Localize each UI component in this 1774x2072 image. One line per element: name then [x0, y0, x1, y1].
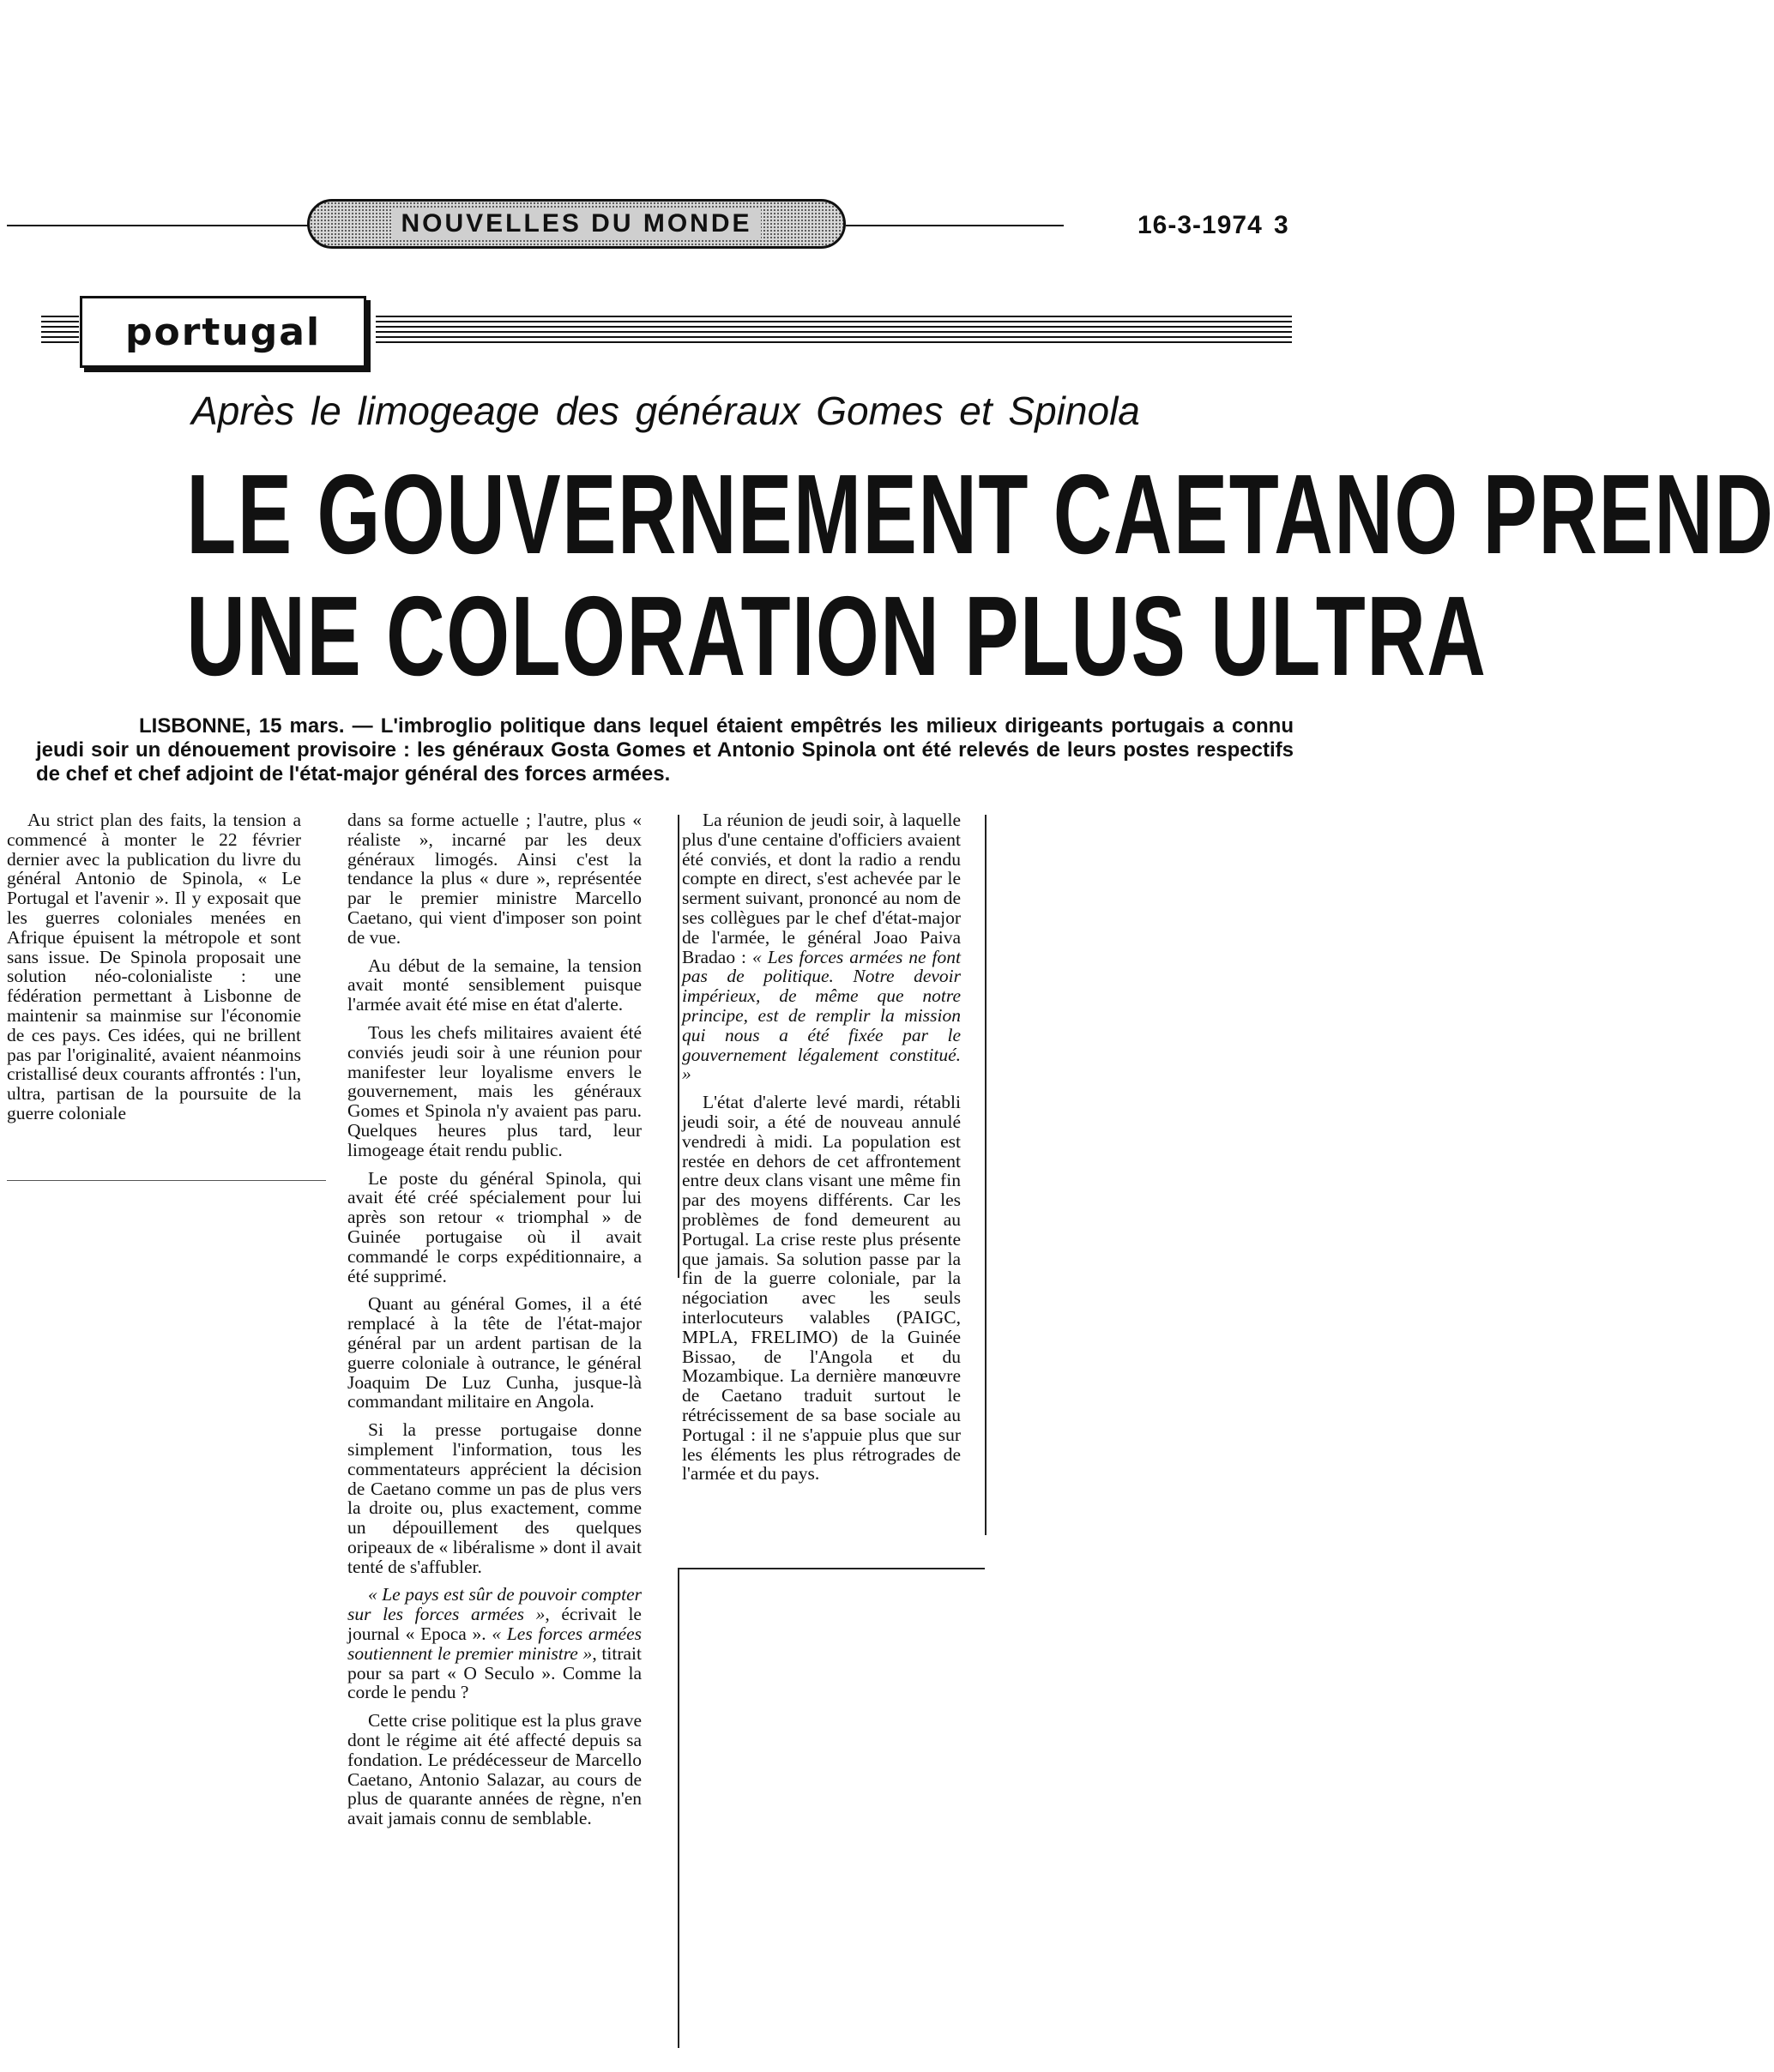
page-number: 3	[1274, 211, 1288, 239]
quote: « Le pays est sûr de pouvoir compter sur les forces armées »	[347, 1584, 642, 1625]
headline-line-1: LE GOUVERNEMENT CAETANO PREND	[186, 451, 1774, 577]
paragraph	[347, 1585, 642, 1702]
article-column-1	[7, 810, 301, 1132]
paragraph: Si la presse portugaise donne simplement l'information, tous les commentateurs apprécient la décision de Caetano comme un pas de plus vers la droite ou, plus exactement, comme un dépouillement des quelques oripeaux de « libéralisme » dont il avait tenté de s'affubler.	[347, 1419, 642, 1577]
header-rule-right	[846, 225, 1064, 226]
paragraph: Quant au général Gomes, il a été remplacé à la tête de l'état-major général par un ardent partisan de la guerre coloniale à outrance, le général Joaquim De Luz Cunha, jusque-là commandant militaire en Angola.	[347, 1293, 642, 1412]
paragraph: Au strict plan des faits, la tension a commencé à monter le 22 février dernier avec la publication du livre du général Antonio de Spinola, « Le Portugal et l'avenir ». Il y exposait que les guerres coloniales menées en Afrique épuisent la métropole et sont sans issue. De Spinola proposait une solution néo-colonialiste : une fédération permettant à Lisbonne de maintenir sa mainmise sur l'économie de ces pays. Ces idées, qui ne brillent pas par l'originalité, avaient néanmoins cristallisé deux courants affrontés : l'un, ultra, partisan de la poursuite de la guerre coloniale	[7, 810, 301, 1123]
paragraph: Au début de la semaine, la tension avait monté sensiblement puisque l'armée avait été mise en état d'alerte.	[347, 955, 642, 1015]
paragraph: L'état d'alerte levé mardi, rétabli jeudi soir, a été de nouveau annulé vendredi à midi. La population est restée en dehors de cet affrontement entre deux clans visant une même fin par des moyens différents. Car les problèmes de fond demeurent au Portugal. La crise reste plus présente que jamais. Sa solution passe par la fin de la guerre coloniale, par la négociation avec les seuls interlocuteurs valables (PAIGC, MPLA, FRELIMO) de la Guinée Bissao, de l'Angola et du Mozambique. La dernière manœuvre de Caetano traduit surtout le rétrécissement de sa base sociale au Portugal : il ne s'appuie plus que sur les éléments les plus rétrogrades de l'armée et du pays.	[682, 1092, 961, 1485]
headline-line-2: UNE COLORATION PLUS ULTRA	[186, 573, 1487, 699]
section-rules-left	[41, 316, 79, 346]
article-column-3	[682, 810, 961, 1492]
paragraph: Tous les chefs militaires avaient été conviés jeudi soir à une réunion pour manifester leur loyalisme envers le gouvernement, mais les généraux Gomes et Spinola n'y avaient pas paru. Quelques heures plus tard, leur limogeage était rendu public.	[347, 1021, 642, 1160]
column-separator	[985, 815, 987, 1535]
quote: « Les forces armées ne font pas de politique. Notre devoir impérieux, de même que notre principe, est de remplir la mission qui nous a été fixée par le gouvernement légalement constitué. »	[682, 946, 961, 1085]
text: , titrait pour sa part « O Seculo ». Comme la corde le pendu ?	[347, 1642, 642, 1703]
quote: « Les forces armées soutiennent le premier ministre »	[347, 1623, 642, 1664]
column-separator	[678, 815, 679, 1278]
text: , écrivait le journal « Epoca ».	[347, 1604, 642, 1645]
header-rule-left	[7, 225, 309, 226]
article-column-2	[347, 810, 642, 1837]
section-label-box	[80, 296, 366, 368]
text: La réunion de jeudi soir, à laquelle plus d'une centaine d'officiers avaient été conviés, et dont la radio a rendu compte en direct, s'est achevée par le serment suivant, prononcé au nom de ses collègues par le chef d'état-major de l'armée, le général Joao Paiva Bradao :	[682, 810, 961, 967]
issue-date: 16-3-1974	[1137, 211, 1263, 239]
paragraph: dans sa forme actuelle ; l'autre, plus « réaliste », incarné par les deux généraux limogés. Ainsi c'est la tendance la plus « dure », représentée par le premier ministre Marcello Caetano, qui vient d'imposer son point de vue.	[347, 810, 642, 948]
paragraph	[682, 810, 961, 1084]
article-lead: LISBONNE, 15 mars. — L'imbroglio politique dans lequel étaient empêtrés les milieux dirigeants portugais a connu jeudi soir un dénouement provisoire : les généraux Gosta Gomes et Antonio Spinola ont été relevés de leurs postes respectifs de chef et chef adjoint de l'état-major général des forces armées.	[36, 714, 1294, 786]
empty-frame	[678, 1568, 985, 2048]
section-label: portugal	[124, 310, 322, 354]
section-banner	[307, 199, 846, 249]
article-kicker: Après le limogeage des généraux Gomes et Spinola	[191, 388, 1140, 433]
paragraph: Le poste du général Spinola, qui avait été créé spécialement pour lui après son retour « triomphal » de Guinée portugaise où il avait commandé le corps expéditionnaire, a été supprimé.	[347, 1167, 642, 1286]
section-banner-label: NOUVELLES DU MONDE	[392, 208, 760, 240]
column-1-end-rule	[7, 1180, 326, 1181]
section-rules-right	[376, 316, 1292, 346]
paragraph: Cette crise politique est la plus grave dont le régime ait été affecté depuis sa fondation. Le prédécesseur de Marcello Caetano, Antonio Salazar, au cours de plus de quarante années de règne, n'en avait jamais connu de semblable.	[347, 1710, 642, 1829]
